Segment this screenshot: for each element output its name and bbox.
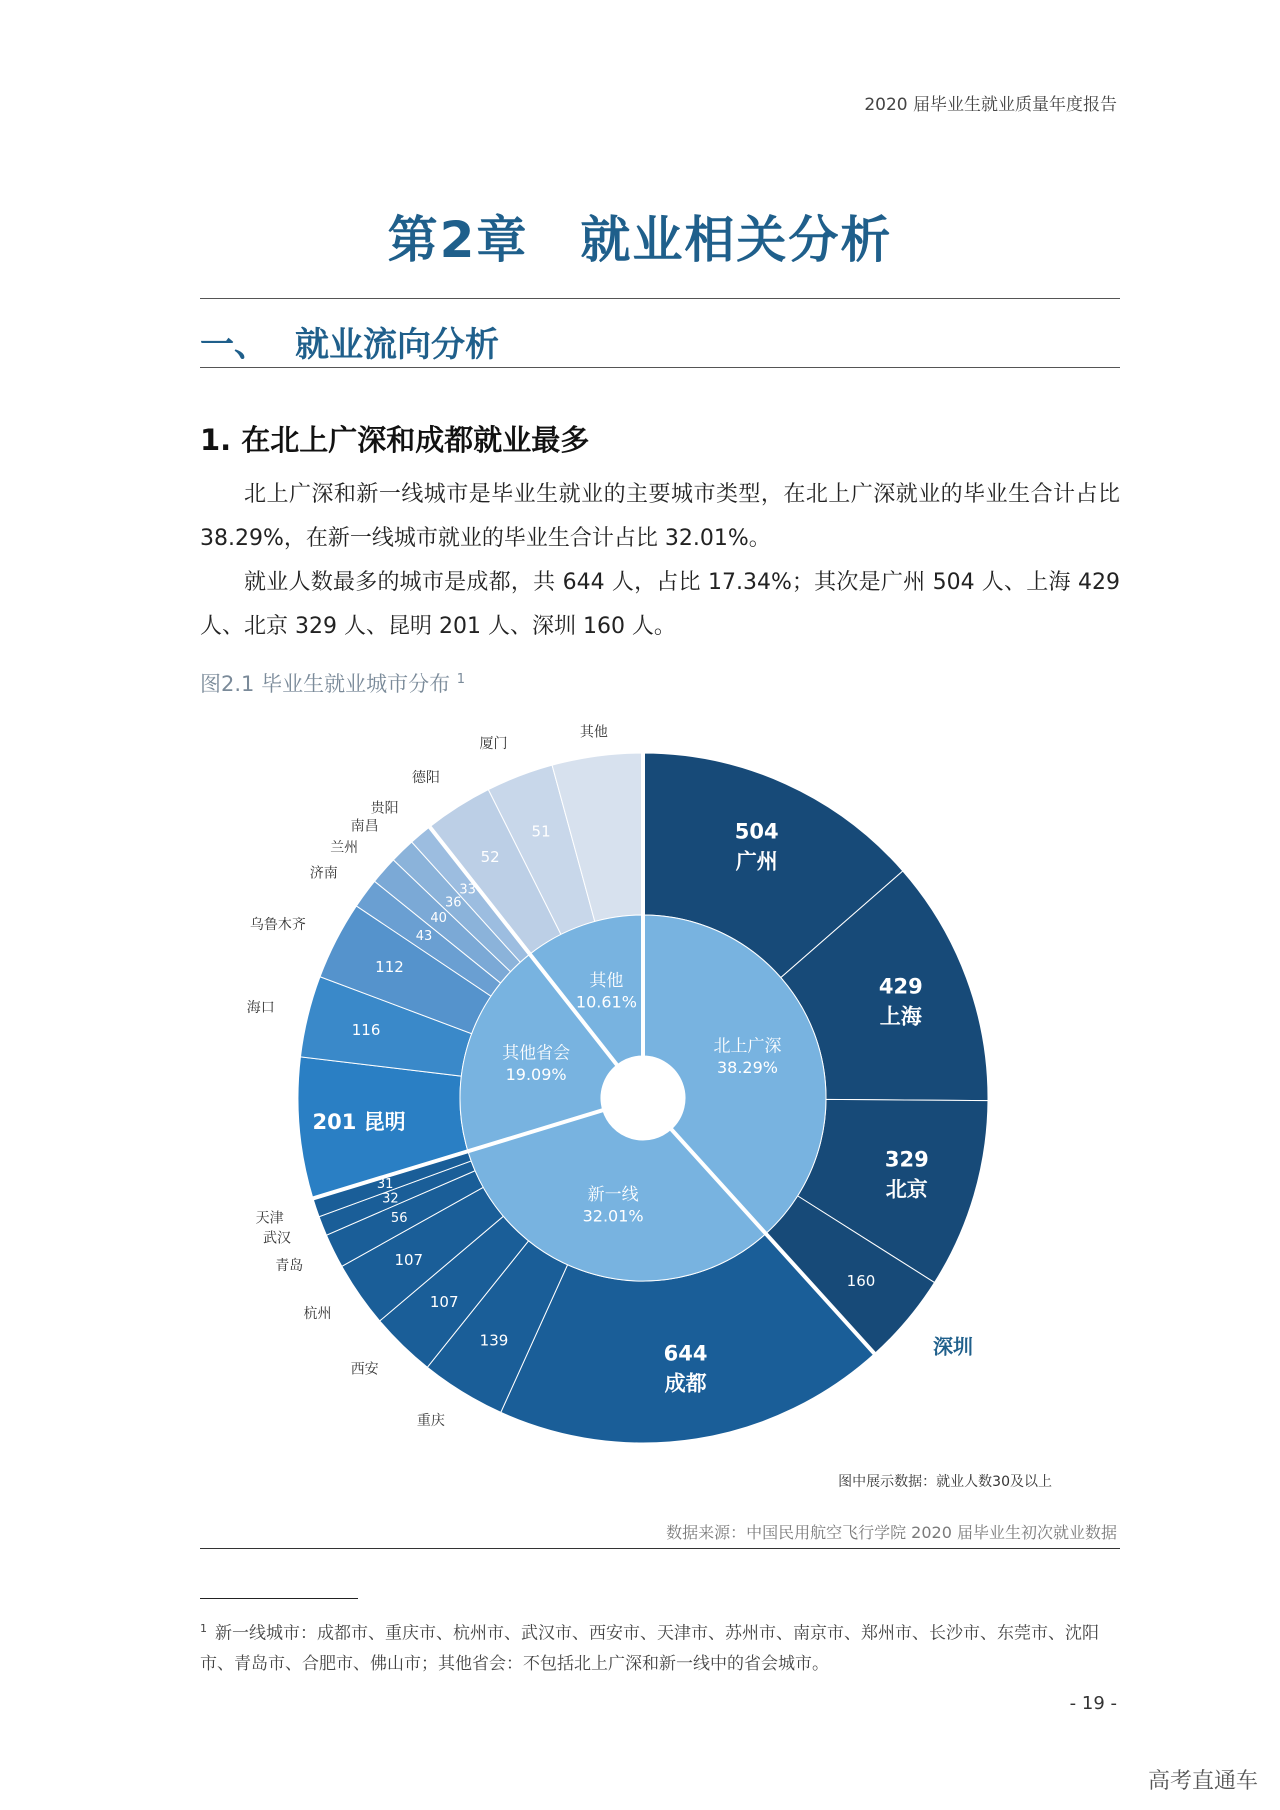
paragraph-2: 就业人数最多的城市是成都，共 644 人，占比 17.34%；其次是广州 504 人、上海 429 人、北京 329 人、昆明 201 人、深圳 160 人。 <box>200 570 1120 639</box>
figure-caption <box>200 668 465 698</box>
city-distribution-sunburst-chart <box>0 700 1280 1470</box>
outer-name-3: 深圳 <box>933 1334 973 1359</box>
outer-value-9: 32 <box>382 1191 399 1207</box>
outer-name-20: 其他 <box>579 724 608 741</box>
inner-slice-name-2: 其他省会 <box>502 1043 571 1064</box>
outer-value-1: 429 <box>878 974 923 999</box>
section-bottom-rule <box>200 367 1120 368</box>
outer-value-14: 43 <box>415 929 433 945</box>
outer-value-10: 31 <box>376 1176 394 1192</box>
data-source: 数据来源：中国民用航空飞行学院 2020 届毕业生初次就业数据 <box>666 1523 1117 1542</box>
outer-value-5: 139 <box>479 1331 509 1350</box>
figure-caption-text: 图2.1 毕业生就业城市分布 <box>200 672 451 696</box>
outer-name-17: 贵阳 <box>370 800 399 817</box>
footnote-marker: 1 <box>200 1622 207 1635</box>
outer-name-7: 杭州 <box>303 1305 332 1322</box>
paragraph-1: 北上广深和新一线城市是毕业生就业的主要城市类型，在北上广深就业的毕业生合计占比 38.29%，在新一线城市就业的毕业生合计占比 32.01%。 <box>200 482 1120 551</box>
inner-slice-percent-3: 10.61% <box>575 992 637 1012</box>
outer-name-4: 成都 <box>664 1371 707 1396</box>
outer-value-6: 107 <box>429 1292 459 1311</box>
page-number: - 19 - <box>1069 1693 1117 1714</box>
figure-caption-footnote-ref: 1 <box>456 672 466 687</box>
chart-note: 图中展示数据：就业人数30及以上 <box>838 1474 1052 1490</box>
outer-value-15: 40 <box>430 911 447 927</box>
section-title <box>200 317 499 366</box>
chapter-title: 第2章 就业相关分析 <box>387 211 893 269</box>
outer-value-4: 644 <box>663 1341 708 1366</box>
running-header: 2020 届毕业生就业质量年度报告 <box>864 95 1117 115</box>
outer-value-16: 36 <box>445 895 462 911</box>
outer-value-3: 160 <box>846 1272 876 1290</box>
footnote-text: 新一线城市：成都市、重庆市、杭州市、武汉市、西安市、天津市、苏州市、南京市、郑州市、长沙市、东莞市、沈阳市、青岛市、合肥市、佛山市；其他省会：不包括北上广深和新一线中的省会城市。 <box>200 1623 1099 1674</box>
outer-value-13: 112 <box>375 958 404 977</box>
outer-name-10: 天津 <box>255 1210 284 1227</box>
outer-value-17: 33 <box>459 882 476 898</box>
watermark: 高考直通车 <box>1147 1769 1258 1794</box>
inner-slice-name-1: 新一线 <box>587 1184 639 1205</box>
outer-name-1: 上海 <box>879 1004 922 1029</box>
section-number: 一、 <box>200 325 268 365</box>
outer-value-19: 51 <box>531 822 551 841</box>
outer-name-13: 乌鲁木齐 <box>249 916 306 933</box>
footnote-rule <box>200 1598 358 1599</box>
outer-value-18: 52 <box>480 847 500 866</box>
subsection-title: 1. 在北上广深和成都就业最多 <box>200 423 590 457</box>
outer-value-12: 116 <box>351 1020 381 1039</box>
section-top-rule <box>200 298 1120 299</box>
outer-name-15: 兰州 <box>330 840 359 856</box>
outer-name-16: 南昌 <box>350 818 379 835</box>
data-source-rule <box>200 1548 1120 1549</box>
outer-name-12: 海口 <box>246 1000 275 1017</box>
outer-value-8: 56 <box>390 1211 408 1227</box>
outer-value-0: 504 <box>734 819 779 844</box>
outer-name-19: 厦门 <box>479 736 508 753</box>
inner-slice-name-0: 北上广深 <box>713 1036 782 1057</box>
outer-name-0: 广州 <box>735 849 778 874</box>
outer-value-11: 201 昆明 <box>312 1110 406 1134</box>
outer-name-14: 济南 <box>309 865 338 882</box>
footnote <box>200 1614 1120 1679</box>
outer-name-2: 北京 <box>885 1177 928 1202</box>
inner-slice-percent-1: 32.01% <box>582 1206 644 1226</box>
outer-name-6: 西安 <box>350 1361 379 1378</box>
outer-name-18: 德阳 <box>411 770 440 786</box>
inner-slice-percent-0: 38.29% <box>716 1058 779 1078</box>
outer-name-8: 青岛 <box>275 1258 304 1274</box>
inner-slice-name-3: 其他 <box>589 971 624 992</box>
inner-slice-percent-2: 19.09% <box>505 1064 567 1084</box>
outer-name-5: 重庆 <box>416 1413 445 1430</box>
center-hole <box>601 1056 685 1140</box>
section-title-text: 就业流向分析 <box>295 325 499 365</box>
outer-name-9: 武汉 <box>263 1230 291 1247</box>
outer-value-2: 329 <box>884 1147 929 1172</box>
outer-value-7: 107 <box>394 1250 424 1269</box>
